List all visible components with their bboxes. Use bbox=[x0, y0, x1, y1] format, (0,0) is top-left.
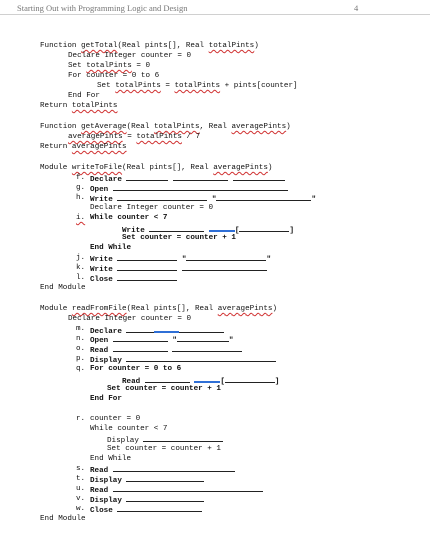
line-declare-counter-3: Declare Integer counter = 0 bbox=[68, 315, 192, 323]
answer-blank[interactable] bbox=[173, 173, 228, 181]
answer-blank[interactable] bbox=[117, 263, 177, 271]
answer-blank[interactable] bbox=[225, 375, 275, 383]
line-return-average: Return averagePints bbox=[40, 143, 127, 151]
answer-blank[interactable] bbox=[113, 344, 168, 352]
answer-blank[interactable] bbox=[149, 224, 204, 232]
line-p-display: Display bbox=[90, 354, 276, 364]
label-j: j. bbox=[76, 254, 86, 262]
answer-blank[interactable] bbox=[177, 334, 229, 342]
line-declare-counter-2: Declare Integer counter = 0 bbox=[90, 204, 214, 212]
answer-blank[interactable] bbox=[117, 253, 177, 261]
line-r-counter-zero: counter = 0 bbox=[90, 415, 141, 423]
book-title: Starting Out with Programming Logic and Design bbox=[17, 3, 188, 13]
answer-blank-highlighted[interactable] bbox=[154, 324, 179, 333]
module-name-readfromfile: readFromFile bbox=[71, 305, 127, 313]
line-accumulate: Set totalPints = totalPints + pints[counter] bbox=[97, 82, 298, 90]
line-end-module-1: End Module bbox=[40, 284, 86, 292]
label-l: l. bbox=[76, 274, 86, 282]
line-return-total: Return totalPints bbox=[40, 102, 118, 110]
line-declare-counter: Declare Integer counter = 0 bbox=[68, 52, 192, 60]
answer-blank[interactable] bbox=[113, 484, 178, 492]
line-while-lt7-2: While counter < 7 bbox=[90, 425, 168, 433]
label-o: o. bbox=[76, 345, 86, 353]
line-for-loop: For counter = 0 to 6 bbox=[68, 72, 160, 80]
line-module-writetofile: Module writeToFile(Real pints[], Real averagePints) bbox=[40, 164, 273, 172]
answer-blank[interactable] bbox=[126, 173, 168, 181]
line-q-for: For counter = 0 to 6 bbox=[90, 365, 182, 373]
label-f: f. bbox=[76, 174, 86, 182]
line-u-read: Read bbox=[90, 484, 263, 494]
answer-blank[interactable] bbox=[233, 173, 285, 181]
line-increment-counter-2: Set counter = counter + 1 bbox=[107, 385, 221, 393]
label-m: m. bbox=[76, 325, 86, 333]
line-end-for-2: End For bbox=[90, 395, 122, 403]
line-v-display: Display bbox=[90, 494, 204, 504]
answer-blank-highlighted[interactable] bbox=[194, 374, 220, 383]
label-g: g. bbox=[76, 184, 86, 192]
label-h: h. bbox=[76, 194, 86, 202]
page-number: 4 bbox=[354, 3, 359, 13]
fn-name-gettotal: getTotal bbox=[81, 42, 118, 50]
answer-blank[interactable] bbox=[126, 354, 276, 362]
line-increment-counter-3: Set counter = counter + 1 bbox=[107, 445, 221, 453]
label-r: r. bbox=[76, 415, 86, 423]
line-end-while: End While bbox=[90, 244, 132, 252]
fn-name-getaverage: getAverage bbox=[81, 123, 127, 131]
line-k-write: Write bbox=[90, 263, 267, 273]
line-l-close: Close bbox=[90, 273, 177, 283]
line-compute-average: averagePints = totalPints / 7 bbox=[68, 133, 201, 141]
line-function-getaverage: Function getAverage(Real totalPints, Real averagePints) bbox=[40, 123, 291, 131]
answer-blank[interactable] bbox=[113, 334, 168, 342]
answer-blank[interactable] bbox=[145, 375, 190, 383]
label-u: u. bbox=[76, 485, 86, 493]
answer-blank-highlighted[interactable] bbox=[209, 223, 235, 232]
label-i: i. bbox=[76, 214, 86, 222]
line-function-gettotal: Function getTotal(Real pints[], Real totalPints) bbox=[40, 42, 259, 50]
label-t: t. bbox=[76, 475, 86, 483]
line-o-read: Read bbox=[90, 344, 242, 354]
answer-blank[interactable] bbox=[126, 474, 204, 482]
answer-blank[interactable] bbox=[216, 193, 311, 201]
line-end-module-2: End Module bbox=[40, 515, 86, 523]
answer-blank[interactable] bbox=[117, 504, 202, 512]
label-v: v. bbox=[76, 495, 86, 503]
label-p: p. bbox=[76, 355, 86, 363]
line-f-declare: Declare bbox=[90, 173, 285, 183]
line-end-while-2: End While bbox=[90, 455, 132, 463]
line-module-readfromfile: Module readFromFile(Real pints[], Real averagePints) bbox=[40, 305, 277, 313]
line-m-declare: Declare bbox=[90, 324, 224, 334]
label-q: q. bbox=[76, 365, 86, 373]
line-g-open: Open bbox=[90, 183, 288, 193]
line-read-pints: Read [ ] bbox=[122, 374, 279, 384]
line-j-write: Write " " bbox=[90, 253, 271, 263]
line-display-blank: Display bbox=[107, 434, 223, 444]
line-t-display: Display bbox=[90, 474, 204, 484]
label-k: k. bbox=[76, 264, 86, 272]
answer-blank[interactable] bbox=[182, 263, 267, 271]
answer-blank[interactable] bbox=[179, 325, 224, 333]
module-name-writetofile: writeToFile bbox=[71, 164, 123, 172]
line-end-for: End For bbox=[68, 92, 100, 100]
answer-blank[interactable] bbox=[113, 183, 288, 191]
line-w-close: Close bbox=[90, 504, 202, 514]
line-while-lt7: While counter < 7 bbox=[90, 214, 168, 222]
answer-blank[interactable] bbox=[113, 464, 163, 472]
page-header bbox=[0, 0, 430, 15]
answer-blank[interactable] bbox=[143, 434, 223, 442]
answer-blank[interactable] bbox=[126, 325, 154, 333]
line-increment-counter: Set counter = counter + 1 bbox=[122, 234, 236, 242]
answer-blank[interactable] bbox=[239, 224, 289, 232]
line-h-write: Write " " bbox=[90, 193, 316, 203]
line-s-read: Read bbox=[90, 464, 235, 474]
label-w: w. bbox=[76, 505, 86, 513]
answer-blank[interactable] bbox=[117, 193, 207, 201]
answer-blank[interactable] bbox=[172, 344, 242, 352]
answer-blank[interactable] bbox=[178, 484, 263, 492]
line-write-pints: Write [ ] bbox=[122, 223, 294, 233]
answer-blank[interactable] bbox=[117, 273, 177, 281]
line-n-open: Open " " bbox=[90, 334, 233, 344]
answer-blank[interactable] bbox=[126, 494, 204, 502]
answer-blank[interactable] bbox=[163, 464, 235, 472]
line-set-total-zero: Set totalPints = 0 bbox=[68, 62, 151, 70]
label-s: s. bbox=[76, 465, 86, 473]
label-n: n. bbox=[76, 335, 86, 343]
answer-blank[interactable] bbox=[186, 253, 266, 261]
